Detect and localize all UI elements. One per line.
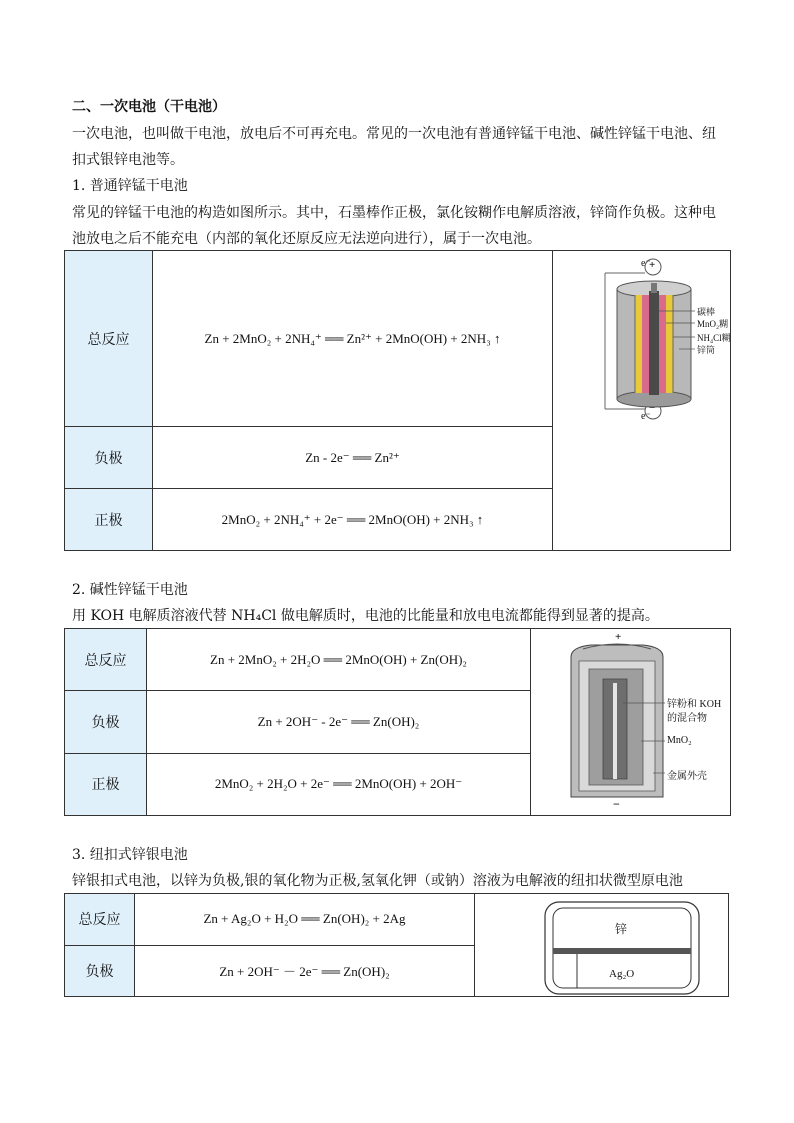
label-nh4cl-paste: NH₄Cl糊	[697, 333, 731, 343]
label-mno2-paste: MnO₂糊	[697, 319, 729, 329]
part3-row-negative-eq: Zn + 2OH⁻ － 2e⁻ ══ Zn(OH)₂	[135, 945, 475, 997]
alkaline-cell-figure	[531, 629, 731, 815]
part3-row-total-eq: Zn + Ag₂O + H₂O ══ Zn(OH)₂ + 2Ag	[135, 894, 475, 946]
part2-row-negative-label: 负极	[65, 691, 147, 753]
part3-desc: 锌银扣式电池，以锌为负极,银的氧化物为正极,氢氧化钾（或钠）溶液为电解液的纽扣状微型原电池	[72, 873, 683, 889]
part1-row-positive-eq: 2MnO₂ + 2NH₄⁺ + 2e⁻ ══ 2MnO(OH) + 2NH₃ ↑	[153, 489, 553, 551]
part3-table	[64, 893, 729, 997]
minus-terminal-icon: −	[649, 402, 656, 414]
label-metal-shell: 金属外壳	[667, 771, 707, 782]
zinc-manganese-cell-figure	[553, 251, 731, 427]
part1-row-positive-label: 正极	[65, 489, 153, 551]
part3-row-negative-label: 负极	[65, 945, 135, 997]
part1-row-total-eq: Zn + 2MnO₂ + 2NH₄⁺ ══ Zn²⁺ + 2MnO(OH) + 2NH₃ ↑	[153, 251, 553, 427]
label-zinc-koh-mix-1: 锌粉和 KOH	[667, 699, 722, 710]
label-zinc-koh-mix-2: 的混合物	[667, 713, 707, 724]
part1-row-negative-label: 负极	[65, 427, 153, 489]
part1-desc-line-2: 池放电之后不能充电（内部的氧化还原反应无法逆向进行），属于一次电池。	[72, 231, 541, 247]
part2-desc: 用 KOH 电解质溶液代替 NH₄Cl 做电解质时，电池的比能量和放电电流都能得到显著的提高。	[72, 608, 659, 624]
label-zinc-can: 锌筒	[697, 345, 716, 355]
part2-table	[64, 628, 731, 816]
button-cell-figure	[475, 894, 729, 996]
part2-row-total-label: 总反应	[65, 629, 147, 691]
part2-row-negative-eq: Zn + 2OH⁻ - 2e⁻ ══ Zn(OH)₂	[147, 691, 531, 753]
part3-title: 3. 纽扣式锌银电池	[72, 847, 188, 863]
label-mno2: MnO₂	[667, 735, 692, 746]
part2-row-positive-eq: 2MnO₂ + 2H₂O + 2e⁻ ══ 2MnO(OH) + 2OH⁻	[147, 753, 531, 815]
part3-row-total-label: 总反应	[65, 894, 135, 946]
part1-figure-cell	[553, 251, 731, 551]
plus-terminal-icon: +	[649, 259, 656, 271]
minus-terminal-icon: −	[613, 797, 620, 811]
section-heading: 二、一次电池（干电池）	[72, 99, 226, 115]
label-ag2o: Ag₂O	[609, 968, 635, 980]
part3-figure-cell	[475, 894, 729, 997]
part2-title: 2. 碱性锌锰干电池	[72, 582, 188, 598]
part1-desc-line-1: 常见的锌锰干电池的构造如图所示。其中，石墨棒作正极，氯化铵糊作电解质溶液，锌筒作负极。这种电	[72, 205, 716, 221]
electron-top-label: e⁻	[641, 258, 651, 269]
part1-title: 1. 普通锌锰干电池	[72, 178, 188, 194]
electron-bottom-label: e⁻	[641, 411, 651, 422]
part1-row-total-label: 总反应	[65, 251, 153, 427]
intro-line-1: 一次电池，也叫做干电池，放电后不可再充电。常见的一次电池有普通锌锰干电池、碱性锌锰干电池、纽	[72, 126, 716, 142]
intro-line-2: 扣式银锌电池等。	[72, 152, 184, 168]
plus-terminal-icon: +	[615, 631, 622, 643]
part1-table	[64, 250, 731, 551]
label-zinc: 锌	[615, 922, 628, 936]
part1-row-negative-eq: Zn - 2e⁻ ══ Zn²⁺	[153, 427, 553, 489]
label-carbon-rod: 碳棒	[697, 307, 716, 317]
part2-row-positive-label: 正极	[65, 753, 147, 815]
part2-figure-cell	[531, 629, 731, 816]
button-cell-diagram	[475, 894, 729, 996]
part2-row-total-eq: Zn + 2MnO₂ + 2H₂O ══ 2MnO(OH) + Zn(OH)₂	[147, 629, 531, 691]
